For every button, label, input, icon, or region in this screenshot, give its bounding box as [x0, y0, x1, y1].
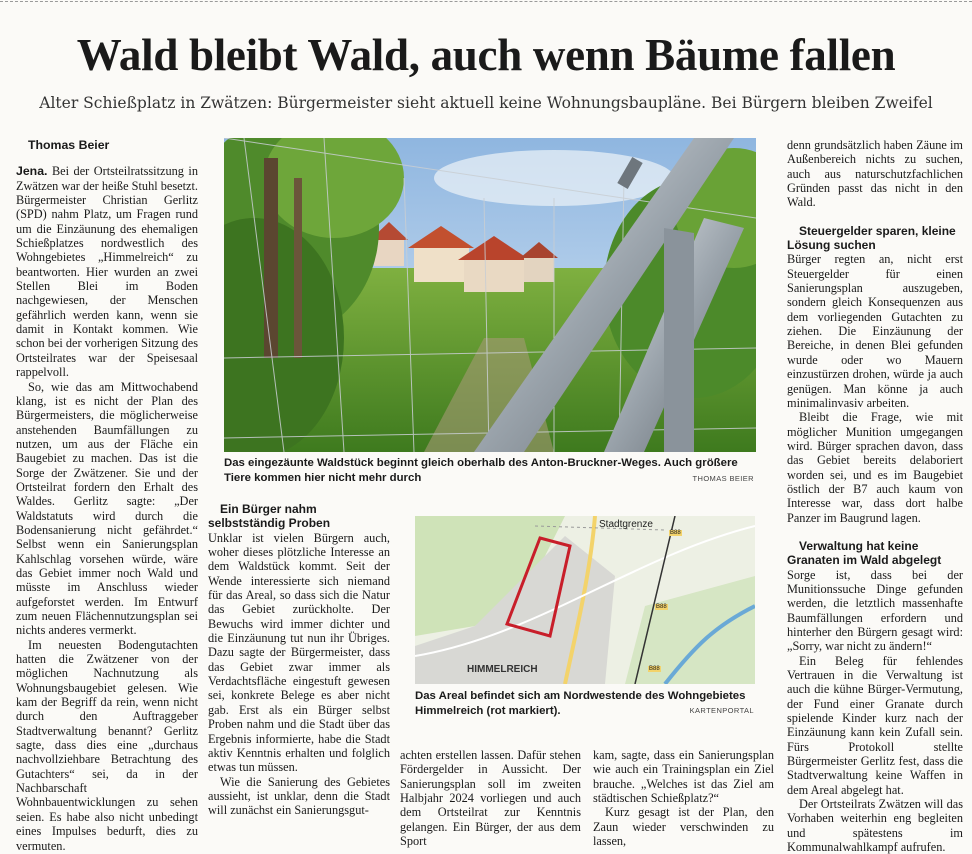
paragraph: Jena. Bei der Ortsteilratssitzung in Zwätzen war der heiße Stuhl besetzt. Bürgermeister Christian Gerlitz (SPD) nahm Platz, um Fragen rund um die Einzäunung des ehemaligen Schießplatzes nordwestlich des Wohngebietes „Himmelreich“ zu beantworten. Hier wurden an zwei Stellen Blei im Boden nachgewiesen, der Menschen gefährlich werden kann, wenn sie damit in Kontakt kommen. Wie schon bei der vorherigen Sitzung des Ortsteilrates war der Speisesaal rappelvoll.	[16, 164, 199, 380]
paragraph: Wie die Sanierung des Gebietes aussieht, ist unklar, denn die Stadt will zunächst ein Sanierungsgut-	[208, 774, 390, 818]
paragraph: Unklar ist vielen Bürgern auch, woher dieses plötzliche Interesse an dem Waldstück kommt. Seit der Wende interessierte sich niemand für das Areal, so dass sich die Natur das Gebiet zurückholte. Der Bewuchs wird immer dichter und die Einzäunung tut nun ihr Übriges. Dazu sagte der Bürgermeister, dass das Gebiet zwar immer als Verdachtsfläche eingestuft gewesen sei, konkrete Belege es aber nicht gab. Erst als ein Bürger selbst Proben nahm und die Stadt über das Ergebnis informierte, habe die Stadt aktiv Kenntnis erhalten und folglich etwas tun müssen.	[208, 530, 390, 775]
map-credit: KARTENPORTAL	[689, 706, 754, 715]
column-2	[208, 502, 390, 818]
paragraph: Der Ortsteilrats Zwätzen will das Vorhaben weiterhin eng begleiten und spätestens im Kommunalwahlkampf aufrufen.	[787, 797, 963, 854]
paragraph: Im neuesten Bodengutachten hatten die Zwätzener von der möglichen Nachnutzung als Wohnungsbaugebiet gelesen. Wie kam der Begriff da rein, wenn nicht durch den Auftraggeber Stadtverwaltung benannt? Gerlitz sagte, dass dies eine „durchaus nachvollziehbare Betrachtung des Gutachters“ sei, da in der Nachbarschaft Wohnbauentwicklungen zu sehen seien. Es habe also nicht unbedingt eines Impulses bedurft, dies zu vermuten.	[16, 637, 198, 853]
fence-photo-illustration	[224, 138, 756, 452]
map-label-himmelreich: HIMMELREICH	[467, 664, 538, 675]
area-map	[415, 516, 755, 684]
column-1	[16, 138, 198, 853]
photo-caption: Das eingezäunte Waldstück beginnt gleich oberhalb des Anton-Bruckner-Weges. Auch größere Tiere kommen hier nicht mehr durch	[224, 457, 738, 484]
fence-photo	[224, 138, 756, 452]
map-label-stadtgrenze: Stadtgrenze	[599, 519, 653, 530]
section-subhead: Steuergelder sparen, kleine Lösung suchen	[787, 223, 956, 253]
headline: Wald bleibt Wald, auch wenn Bäume fallen	[76, 30, 896, 80]
paragraph: So, wie das am Mittwochabend klang, ist es nicht der Plan des Bürgermeisters, die möglicherweise anstehenden Baumfällungen zu nutzen, um aus der Fläche ein Baugebiet zu machen. Das ist die Sorge der Zwätzener. Sie und der Ortsteilrat fordern den Erhalt des Waldes. Gerlitz sagte: „Der Waldstatuts wird durch die Bodensanierung nicht gefährdet.“ Selbst wenn ein Sanierungsplan Kahlschlag vorsehen würde, wäre das Gebiet immer noch Wald und müsste im Anschluss wieder aufgeforstet werden. Im Entwurf zum neuen Flächennutzungsplan sei nichts anderes vermerkt.	[16, 379, 198, 638]
paragraph: Bürger regten an, nicht erst Steuergelder für einen Sanierungsplan auszugeben, sondern gleich Konsequenzen aus dem vorliegenden Gutachten zu ziehen. Die Einzäunung der Bereiche, in denen Blei gefunden wurde oder wo Mauern einzustürzen drohen, würde ja auch genügen. Man könne ja auch minimalinvasiv arbeiten.	[787, 252, 963, 410]
author-byline: Thomas Beier	[28, 138, 110, 152]
section-subhead: Verwaltung hat keine Granaten im Wald abgelegt	[787, 538, 942, 568]
photo-credit: THOMAS BEIER	[692, 474, 754, 483]
paragraph: denn grundsätzlich haben Zäune im Außenbereich nichts zu suchen, auch aus naturschutzfachlichen Gründen passt das nicht in den Wald.	[787, 138, 963, 210]
top-rule	[0, 1, 972, 2]
section-subhead: Ein Bürger nahm selbstständig Proben	[208, 502, 331, 531]
column-4	[593, 748, 774, 848]
map-road-label: B88	[656, 604, 667, 610]
paragraph: Kurz gesagt ist der Plan, den Zaun wieder verschwinden zu lassen,	[593, 805, 774, 849]
map-caption: Das Areal befindet sich am Nordwestende des Wohngebietes Himmelreich (rot markiert).	[415, 690, 746, 717]
map-road-label: B88	[649, 666, 660, 672]
paragraph: Sorge ist, dass bei der Munitionssuche Dinge gefunden werden, die letztlich massenhafte Baumfällungen erfordern und hinterher den Bürgern gesagt wird: „Sorry, war nicht zu ändern!“	[787, 567, 963, 654]
paragraph: Ein Beleg für fehlendes Vertrauen in die Verwaltung ist auch die kühne Bürger-Vermutung, der Fund einer Granate durch spielende Kinder kurz nach der Einzäunung kann kein Zufall sein. Fürs Protokoll stellte Bürgermeister Gerlitz fest, dass die Stadtverwaltung keine Waffen in dem Areal abgelegt hat.	[787, 653, 963, 797]
paragraph: achten erstellen lassen. Dafür stehen Fördergelder in Aussicht. Der Sanierungsplan soll im zweiten Halbjahr 2024 vorliegen und auch dem Ortsteilrat zur Kenntnis gelangen. Ein Bürger, der aus dem Sport	[400, 748, 581, 849]
subheadline: Alter Schießplatz in Zwätzen: Bürgermeister sieht aktuell keine Wohnungsbaupläne. Bei Bürgern bleiben Zweifel	[39, 94, 933, 112]
paragraph: kam, sagte, dass ein Sanierungsplan wie auch ein Trainingsplan ein Ziel brauche. „Welches ist das Ziel am städtischen Schießplatz?“	[593, 748, 774, 806]
map-road-label: B88	[670, 530, 681, 536]
area-map-illustration	[415, 516, 755, 684]
dateline: Jena.	[16, 164, 48, 179]
column-3	[400, 748, 581, 848]
column-5	[787, 138, 963, 854]
paragraph: Bleibt die Frage, wie mit möglicher Munition umgegangen wird. Bürger sprachen davon, dass das Gebiet bereits delaboriert worden sei, und es im Baugebiet östlich der B7 auch kaum von Interesse war, dass dort halbe Panzer im Baugrund lagen.	[787, 410, 963, 525]
